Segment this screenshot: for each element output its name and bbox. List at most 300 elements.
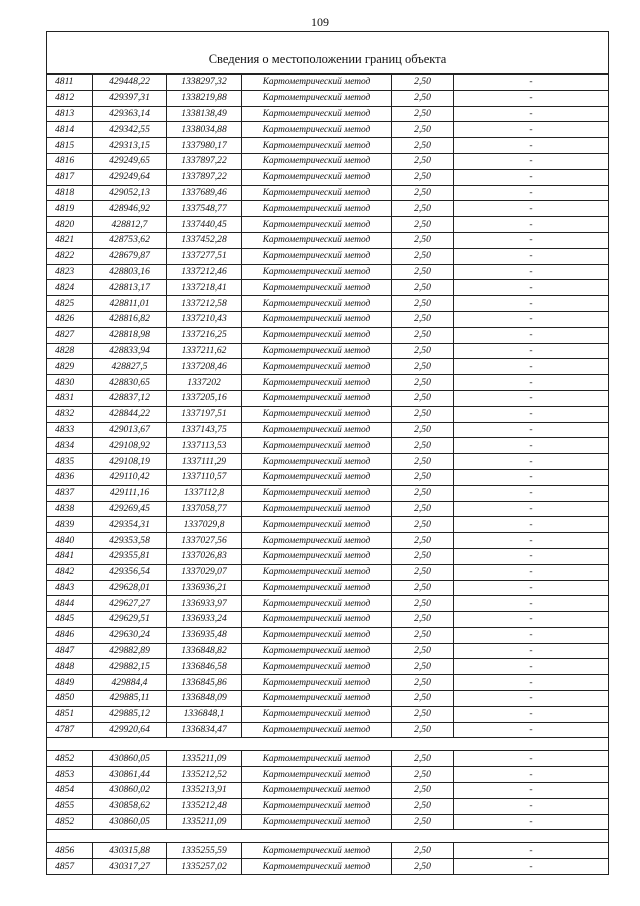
table-row [47,343,609,359]
coord-x-cell: 429108,19 [93,454,167,470]
point-number-cell: 4839 [47,517,93,533]
coord-y-cell: 1336846,58 [167,659,242,675]
coord-y-cell: 1337027,56 [167,533,242,549]
accuracy-cell: 2,50 [392,454,454,470]
method-cell: Картометрический метод [242,122,392,138]
table-title: Сведения о местоположении границ объекта [47,45,609,74]
point-number-cell: 4856 [47,843,93,859]
point-number-cell: 4855 [47,798,93,814]
accuracy-cell: 2,50 [392,390,454,406]
coord-y-cell: 1337205,16 [167,390,242,406]
coord-x-cell: 428813,17 [93,280,167,296]
coord-x-cell: 429355,81 [93,548,167,564]
table-row [47,627,609,643]
method-cell: Картометрический метод [242,843,392,859]
coord-x-cell: 429052,13 [93,185,167,201]
coord-y-cell: 1337110,57 [167,469,242,485]
separator-cell [47,738,609,751]
coord-x-cell: 429269,45 [93,501,167,517]
table-row [47,580,609,596]
note-cell: - [454,359,609,375]
note-cell: - [454,751,609,767]
table-title-row [47,45,609,74]
point-number-cell: 4816 [47,153,93,169]
coord-x-cell: 428830,65 [93,375,167,391]
coord-y-cell: 1337111,29 [167,454,242,470]
note-cell: - [454,548,609,564]
coord-y-cell: 1335213,91 [167,783,242,799]
method-cell: Картометрический метод [242,422,392,438]
coord-y-cell: 1336935,48 [167,627,242,643]
coord-y-cell: 1337143,75 [167,422,242,438]
point-number-cell: 4813 [47,106,93,122]
note-cell: - [454,248,609,264]
coord-y-cell: 1337897,22 [167,153,242,169]
coord-x-cell: 429353,58 [93,533,167,549]
accuracy-cell: 2,50 [392,74,454,90]
table-row [47,311,609,327]
point-number-cell: 4848 [47,659,93,675]
accuracy-cell: 2,50 [392,517,454,533]
accuracy-cell: 2,50 [392,138,454,154]
method-cell: Картометрический метод [242,564,392,580]
point-number-cell: 4854 [47,783,93,799]
coord-x-cell: 429342,55 [93,122,167,138]
method-cell: Картометрический метод [242,501,392,517]
coord-x-cell: 429627,27 [93,596,167,612]
note-cell: - [454,767,609,783]
table-row [47,469,609,485]
group-separator [47,830,609,843]
method-cell: Картометрический метод [242,814,392,830]
method-cell: Картометрический метод [242,343,392,359]
table-row [47,438,609,454]
table-row [47,74,609,90]
coord-y-cell: 1337689,46 [167,185,242,201]
coord-y-cell: 1336848,82 [167,643,242,659]
coord-y-cell: 1337208,46 [167,359,242,375]
note-cell: - [454,469,609,485]
table-row [47,201,609,217]
point-number-cell: 4844 [47,596,93,612]
boundary-coordinates-table [46,31,609,875]
note-cell: - [454,798,609,814]
accuracy-cell: 2,50 [392,153,454,169]
accuracy-cell: 2,50 [392,564,454,580]
table-row [47,612,609,628]
accuracy-cell: 2,50 [392,375,454,391]
accuracy-cell: 2,50 [392,612,454,628]
table-row [47,406,609,422]
coord-y-cell: 1336936,21 [167,580,242,596]
accuracy-cell: 2,50 [392,90,454,106]
point-number-cell: 4829 [47,359,93,375]
method-cell: Картометрический метод [242,767,392,783]
coord-x-cell: 429882,15 [93,659,167,675]
coord-x-cell: 429354,31 [93,517,167,533]
coord-x-cell: 428833,94 [93,343,167,359]
point-number-cell: 4787 [47,722,93,738]
separator-cell [47,830,609,843]
coord-x-cell: 429630,24 [93,627,167,643]
method-cell: Картометрический метод [242,469,392,485]
note-cell: - [454,327,609,343]
coord-x-cell: 430860,02 [93,783,167,799]
coord-x-cell: 429884,4 [93,675,167,691]
note-cell: - [454,627,609,643]
table-top-spacer [47,32,609,46]
table-row [47,185,609,201]
coord-y-cell: 1337029,07 [167,564,242,580]
note-cell: - [454,580,609,596]
point-number-cell: 4833 [47,422,93,438]
coord-y-cell: 1338219,88 [167,90,242,106]
coord-y-cell: 1337216,25 [167,327,242,343]
coord-y-cell: 1336848,1 [167,706,242,722]
note-cell: - [454,280,609,296]
table-row [47,501,609,517]
coord-x-cell: 430315,88 [93,843,167,859]
point-number-cell: 4836 [47,469,93,485]
method-cell: Картометрический метод [242,264,392,280]
accuracy-cell: 2,50 [392,533,454,549]
note-cell: - [454,659,609,675]
table-row [47,390,609,406]
accuracy-cell: 2,50 [392,580,454,596]
note-cell: - [454,675,609,691]
method-cell: Картометрический метод [242,659,392,675]
table-row [47,264,609,280]
table-row [47,706,609,722]
point-number-cell: 4815 [47,138,93,154]
note-cell: - [454,201,609,217]
accuracy-cell: 2,50 [392,264,454,280]
point-number-cell: 4823 [47,264,93,280]
note-cell: - [454,438,609,454]
coord-y-cell: 1335211,09 [167,814,242,830]
table-row [47,375,609,391]
coord-y-cell: 1337026,83 [167,548,242,564]
accuracy-cell: 2,50 [392,296,454,312]
point-number-cell: 4849 [47,675,93,691]
note-cell: - [454,612,609,628]
note-cell: - [454,596,609,612]
method-cell: Картометрический метод [242,185,392,201]
coord-x-cell: 428811,01 [93,296,167,312]
table-row [47,296,609,312]
table-row [47,643,609,659]
coord-x-cell: 429397,31 [93,90,167,106]
method-cell: Картометрический метод [242,675,392,691]
table-row [47,280,609,296]
table-row [47,783,609,799]
coord-x-cell: 428946,92 [93,201,167,217]
coord-y-cell: 1337440,45 [167,217,242,233]
accuracy-cell: 2,50 [392,280,454,296]
accuracy-cell: 2,50 [392,232,454,248]
note-cell: - [454,185,609,201]
coord-x-cell: 430317,27 [93,859,167,875]
method-cell: Картометрический метод [242,517,392,533]
table-row [47,548,609,564]
coord-y-cell: 1335211,09 [167,751,242,767]
coord-x-cell: 428812,7 [93,217,167,233]
method-cell: Картометрический метод [242,90,392,106]
table-row [47,767,609,783]
table-row [47,517,609,533]
note-cell: - [454,74,609,90]
coord-y-cell: 1338034,88 [167,122,242,138]
note-cell: - [454,122,609,138]
note-cell: - [454,643,609,659]
method-cell: Картометрический метод [242,548,392,564]
point-number-cell: 4843 [47,580,93,596]
coord-y-cell: 1338138,49 [167,106,242,122]
accuracy-cell: 2,50 [392,422,454,438]
point-number-cell: 4852 [47,814,93,830]
point-number-cell: 4857 [47,859,93,875]
method-cell: Картометрический метод [242,722,392,738]
method-cell: Картометрический метод [242,248,392,264]
coord-x-cell: 429885,12 [93,706,167,722]
coord-y-cell: 1337029,8 [167,517,242,533]
method-cell: Картометрический метод [242,485,392,501]
coord-y-cell: 1337113,53 [167,438,242,454]
coord-x-cell: 429249,65 [93,153,167,169]
accuracy-cell: 2,50 [392,814,454,830]
table-row [47,327,609,343]
accuracy-cell: 2,50 [392,501,454,517]
accuracy-cell: 2,50 [392,106,454,122]
coord-y-cell: 1337211,62 [167,343,242,359]
accuracy-cell: 2,50 [392,217,454,233]
table-row [47,798,609,814]
coord-x-cell: 428844,22 [93,406,167,422]
accuracy-cell: 2,50 [392,169,454,185]
point-number-cell: 4834 [47,438,93,454]
table-row [47,675,609,691]
method-cell: Картометрический метод [242,438,392,454]
coord-x-cell: 429356,54 [93,564,167,580]
point-number-cell: 4818 [47,185,93,201]
point-number-cell: 4852 [47,751,93,767]
note-cell: - [454,169,609,185]
coord-y-cell: 1337897,22 [167,169,242,185]
point-number-cell: 4817 [47,169,93,185]
coord-y-cell: 1337058,77 [167,501,242,517]
point-number-cell: 4814 [47,122,93,138]
table-row [47,106,609,122]
coord-y-cell: 1335257,02 [167,859,242,875]
note-cell: - [454,217,609,233]
point-number-cell: 4821 [47,232,93,248]
coord-x-cell: 429885,11 [93,691,167,707]
coord-x-cell: 429111,16 [93,485,167,501]
coord-x-cell: 428818,98 [93,327,167,343]
point-number-cell: 4835 [47,454,93,470]
coord-y-cell: 1336933,24 [167,612,242,628]
table-row [47,533,609,549]
coord-y-cell: 1335255,59 [167,843,242,859]
coord-y-cell: 1335212,52 [167,767,242,783]
note-cell: - [454,232,609,248]
point-number-cell: 4850 [47,691,93,707]
table-row [47,596,609,612]
note-cell: - [454,375,609,391]
accuracy-cell: 2,50 [392,706,454,722]
table-row [47,153,609,169]
coord-x-cell: 428816,82 [93,311,167,327]
table-row [47,248,609,264]
table-row [47,564,609,580]
method-cell: Картометрический метод [242,74,392,90]
coord-x-cell: 430860,05 [93,814,167,830]
method-cell: Картометрический метод [242,296,392,312]
accuracy-cell: 2,50 [392,311,454,327]
method-cell: Картометрический метод [242,153,392,169]
table-row [47,691,609,707]
note-cell: - [454,153,609,169]
method-cell: Картометрический метод [242,533,392,549]
table-row [47,659,609,675]
coord-y-cell: 1336845,86 [167,675,242,691]
method-cell: Картометрический метод [242,612,392,628]
coord-y-cell: 1337218,41 [167,280,242,296]
accuracy-cell: 2,50 [392,643,454,659]
coord-x-cell: 428837,12 [93,390,167,406]
coord-y-cell: 1337202 [167,375,242,391]
table-row [47,359,609,375]
note-cell: - [454,343,609,359]
note-cell: - [454,722,609,738]
accuracy-cell: 2,50 [392,659,454,675]
page-number: 109 [311,15,329,29]
method-cell: Картометрический метод [242,138,392,154]
point-number-cell: 4827 [47,327,93,343]
point-number-cell: 4853 [47,767,93,783]
coord-x-cell: 429920,64 [93,722,167,738]
coord-y-cell: 1337452,28 [167,232,242,248]
coord-x-cell: 429249,64 [93,169,167,185]
table-row [47,751,609,767]
method-cell: Картометрический метод [242,596,392,612]
method-cell: Картометрический метод [242,169,392,185]
coord-x-cell: 429313,15 [93,138,167,154]
accuracy-cell: 2,50 [392,469,454,485]
note-cell: - [454,706,609,722]
method-cell: Картометрический метод [242,751,392,767]
note-cell: - [454,859,609,875]
table-row [47,859,609,875]
accuracy-cell: 2,50 [392,767,454,783]
table-row [47,843,609,859]
method-cell: Картометрический метод [242,375,392,391]
accuracy-cell: 2,50 [392,485,454,501]
table-row [47,814,609,830]
method-cell: Картометрический метод [242,201,392,217]
accuracy-cell: 2,50 [392,843,454,859]
accuracy-cell: 2,50 [392,627,454,643]
accuracy-cell: 2,50 [392,798,454,814]
group-separator [47,738,609,751]
note-cell: - [454,564,609,580]
point-number-cell: 4840 [47,533,93,549]
method-cell: Картометрический метод [242,232,392,248]
point-number-cell: 4838 [47,501,93,517]
point-number-cell: 4826 [47,311,93,327]
note-cell: - [454,106,609,122]
note-cell: - [454,454,609,470]
accuracy-cell: 2,50 [392,343,454,359]
coord-y-cell: 1337112,8 [167,485,242,501]
table-row [47,454,609,470]
point-number-cell: 4831 [47,390,93,406]
method-cell: Картометрический метод [242,454,392,470]
table-row [47,422,609,438]
point-number-cell: 4822 [47,248,93,264]
coord-x-cell: 429363,14 [93,106,167,122]
note-cell: - [454,517,609,533]
method-cell: Картометрический метод [242,390,392,406]
method-cell: Картометрический метод [242,311,392,327]
accuracy-cell: 2,50 [392,406,454,422]
point-number-cell: 4825 [47,296,93,312]
coord-y-cell: 1336933,97 [167,596,242,612]
coord-y-cell: 1337548,77 [167,201,242,217]
method-cell: Картометрический метод [242,359,392,375]
note-cell: - [454,311,609,327]
table-row [47,169,609,185]
boundary-coordinates-sheet [46,31,608,875]
table-row [47,122,609,138]
method-cell: Картометрический метод [242,217,392,233]
coord-x-cell: 428827,5 [93,359,167,375]
method-cell: Картометрический метод [242,280,392,296]
note-cell: - [454,814,609,830]
method-cell: Картометрический метод [242,580,392,596]
coord-x-cell: 429108,92 [93,438,167,454]
note-cell: - [454,406,609,422]
accuracy-cell: 2,50 [392,359,454,375]
method-cell: Картометрический метод [242,643,392,659]
coord-y-cell: 1337277,51 [167,248,242,264]
coord-x-cell: 430860,05 [93,751,167,767]
point-number-cell: 4828 [47,343,93,359]
table-row [47,217,609,233]
table-row [47,90,609,106]
note-cell: - [454,533,609,549]
coord-y-cell: 1337210,43 [167,311,242,327]
point-number-cell: 4824 [47,280,93,296]
method-cell: Картометрический метод [242,627,392,643]
note-cell: - [454,501,609,517]
note-cell: - [454,422,609,438]
accuracy-cell: 2,50 [392,691,454,707]
method-cell: Картометрический метод [242,798,392,814]
coord-x-cell: 428753,62 [93,232,167,248]
accuracy-cell: 2,50 [392,859,454,875]
coord-y-cell: 1336848,09 [167,691,242,707]
coord-x-cell: 429628,01 [93,580,167,596]
accuracy-cell: 2,50 [392,185,454,201]
note-cell: - [454,390,609,406]
note-cell: - [454,138,609,154]
table-row [47,138,609,154]
point-number-cell: 4820 [47,217,93,233]
method-cell: Картометрический метод [242,327,392,343]
method-cell: Картометрический метод [242,406,392,422]
note-cell: - [454,485,609,501]
